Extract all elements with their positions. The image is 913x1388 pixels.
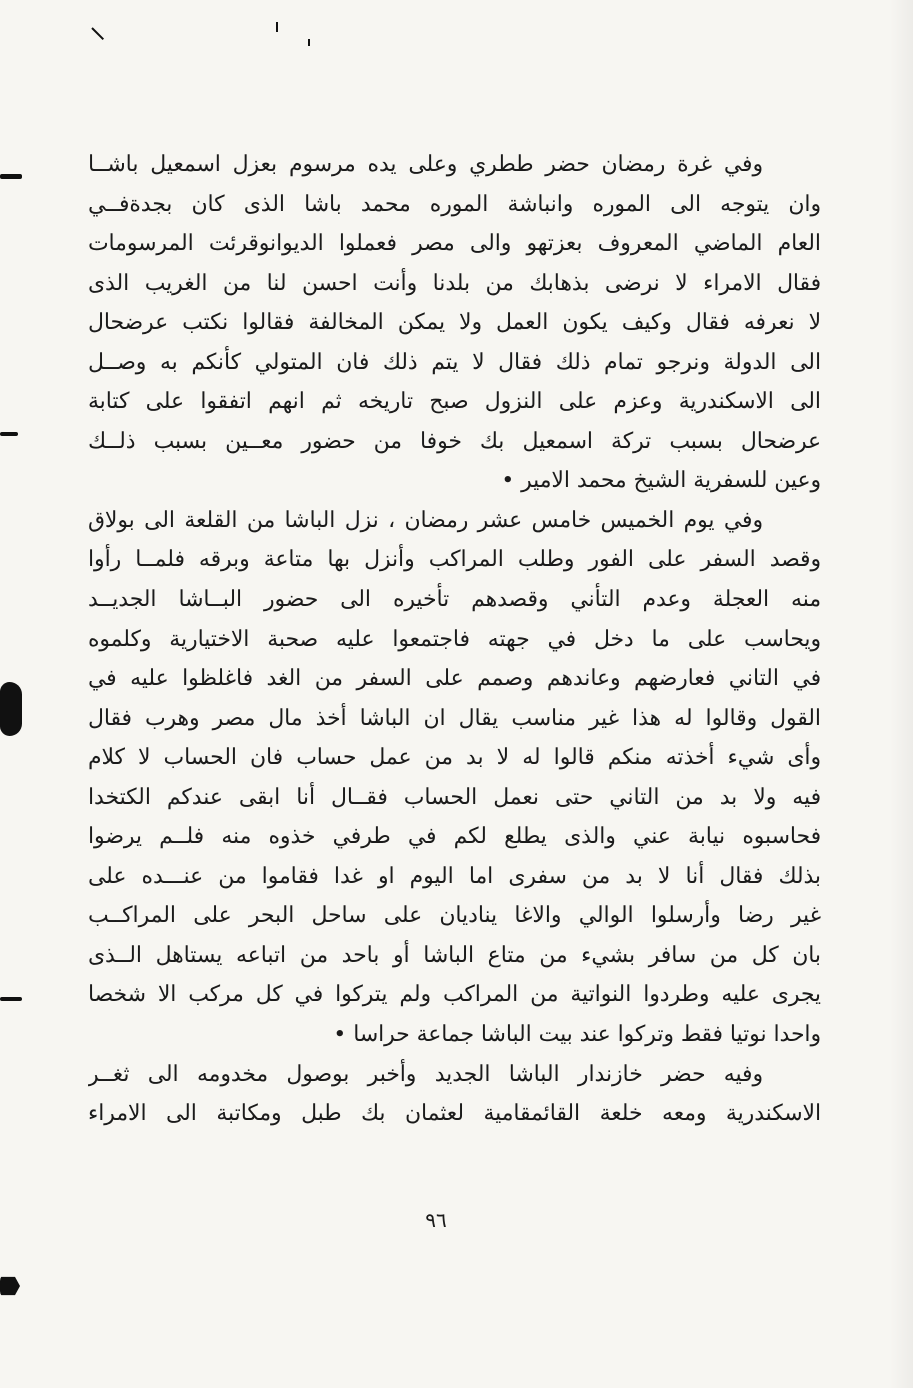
text-line-2: وان يتوجه الى الموره وانباشة الموره محمد باشا الذى كان بجدةفــي	[88, 191, 821, 217]
right-binding-mark-1	[0, 174, 22, 179]
text-line-14: في التاني فعارضهم وعاندهم وصمم على السفر من الغد فاغلظوا عليه في	[88, 666, 821, 692]
text-line-16: وأى شيء أخذته منكم قالوا له لا بد من عمل حساب فان الحساب لا كلام	[88, 745, 821, 771]
text-line-11: وقصد السفر على الفور وطلب المراكب وأنزل بها متاعة وبرقه فلمــا رأوا	[88, 547, 821, 573]
text-line-19: بذلك فقال أنا لا بد من سفرى اما اليوم او غدا فقاموا من عنـــده على	[88, 863, 821, 889]
top-scratch-mark-1	[276, 22, 278, 32]
text-line-21: بان كل من سافر بشيء من متاع الباشا أو باحد من اتباعه يستاهل الــذى	[88, 942, 821, 968]
text-line-8: عرضحال بسبب تركة اسمعيل بك خوفا من حضور معــين بسبب ذلــك	[88, 428, 821, 454]
page-number: ٩٦	[425, 1208, 447, 1232]
text-line-24: وفيه حضر خازندار الباشا الجديد وأخبر بوصول مخدومه الى ثغــر	[88, 1061, 763, 1087]
text-line-12: منه العجلة وعدم التأني وقصدهم تأخيره الى حضور البــاشا الجديــد	[88, 587, 821, 613]
text-line-23: واحدا نوتيا فقط وتركوا عند بيت الباشا جماعة حراسا •	[333, 1022, 821, 1048]
text-line-22: يجرى عليه وطردوا النواتية من المراكب ولم يتركوا في كل مركب الا شخصا	[88, 982, 821, 1008]
page-edge-shadow	[889, 0, 913, 1388]
right-binding-mark-4	[0, 1273, 20, 1299]
text-line-3: العام الماضي المعروف بعزتهو والى مصر فعملوا الديوانوقرئت المرسومات	[88, 231, 821, 257]
text-line-5: لا نعرفه فقال وكيف يكون العمل ولا يمكن المخالفة فقالوا نكتب عرضحال	[88, 310, 821, 336]
text-line-1: وفي غرة رمضان حضر ططري وعلى يده مرسوم بعزل اسمعيل باشــا	[88, 152, 763, 177]
body-text	[88, 145, 821, 1134]
text-line-20: غير رضا وأرسلوا الوالي والاغا يناديان على ساحل البحر على المراكــب	[88, 903, 821, 929]
text-line-13: ويحاسب على ما دخل في جهته فاجتمعوا عليه صحبة الاختيارية وكلموه	[88, 626, 821, 652]
text-line-25: الاسكندرية ومعه خلعة القائمقامية لعثمان بك طبل ومكاتبة الى الامراء	[88, 1101, 821, 1127]
right-binding-hole	[0, 682, 22, 736]
top-scratch-mark-2	[308, 39, 310, 46]
text-line-6: الى الدولة ونرجو تمام ذلك فقال لا يتم ذلك فان المتولي كأنكم به وصــل	[88, 349, 821, 375]
text-line-10: وفي يوم الخميس خامس عشر رمضان ، نزل الباشا من القلعة الى بولاق	[88, 507, 763, 533]
text-line-9: وعين للسفرية الشيخ محمد الامير •	[501, 468, 821, 494]
top-left-scratch-mark	[91, 27, 104, 40]
text-line-15: القول وقالوا له هذا غير مناسب يقال ان الباشا أخذ مال مصر وهرب فقال	[88, 705, 821, 731]
text-line-7: الى الاسكندرية وعزم على النزول صبح تاريخه ثم انهم اتفقوا على كتابة	[88, 389, 821, 415]
right-binding-mark-3	[0, 997, 22, 1001]
right-binding-mark-2	[0, 432, 18, 436]
text-line-18: فحاسبوه نيابة عني والذى يطلع لكم في طرفي خذوه منه فلــم يرضوا	[88, 824, 821, 850]
text-line-17: فيه ولا بد من التاني حتى نعمل الحساب فقــال أنا ابقى عندكم الكتخدا	[88, 784, 821, 810]
text-line-4: فقال الامراء لا نرضى بذهابك من بلدنا وأنت احسن لنا من الغريب الذى	[88, 270, 821, 296]
